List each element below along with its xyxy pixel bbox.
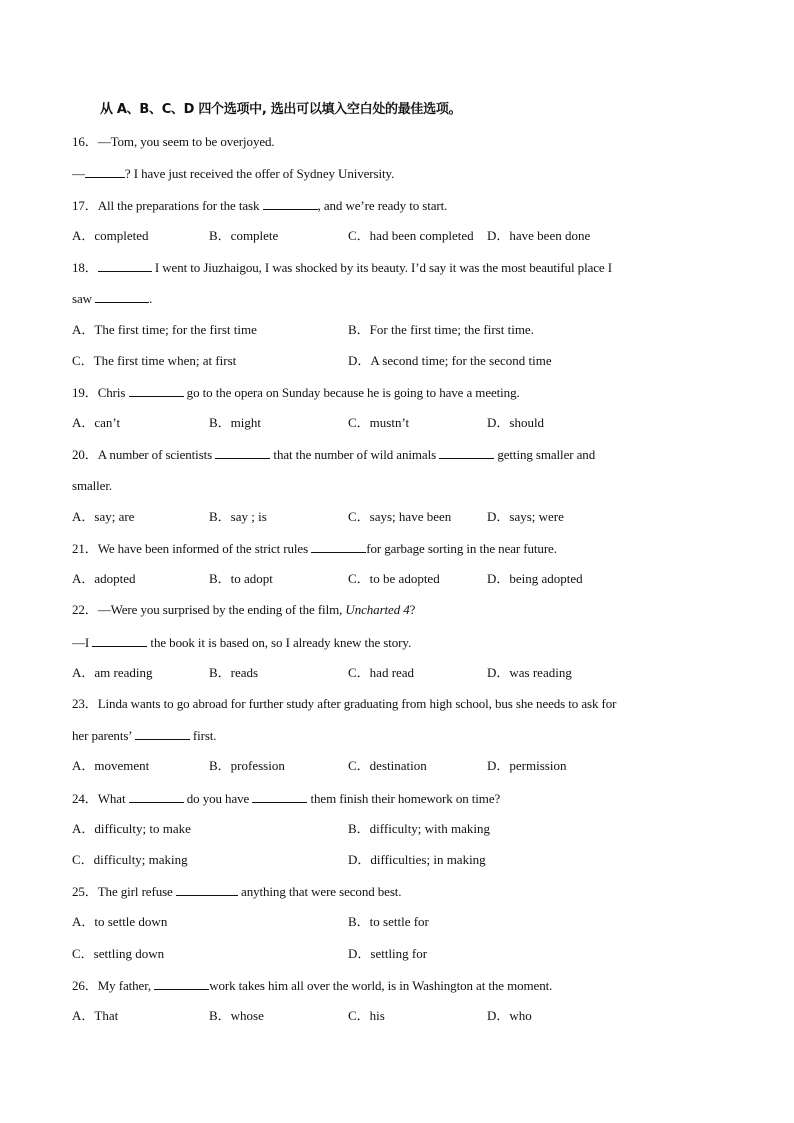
- answer-blank: [135, 727, 190, 740]
- q22-option-b: B．reads: [209, 665, 259, 680]
- q25-option-a: A．to settle down: [72, 914, 168, 929]
- answer-blank: [215, 446, 270, 459]
- q22-text-post: ?: [409, 602, 416, 617]
- q22-option-a: A．am reading: [72, 665, 153, 680]
- q16-reply-prefix: —: [72, 166, 85, 181]
- q18-text-pre: 18．: [72, 260, 98, 275]
- q20-text-pre: 20．A number of scientists: [72, 447, 216, 462]
- q23-option-c: C．destination: [348, 758, 427, 773]
- q16-reply-text: ? I have just received the offer of Sydney University.: [124, 166, 395, 181]
- question-16-stem: 16．—Tom, you seem to be overjoyed.: [72, 134, 275, 149]
- question-19-stem: [72, 384, 520, 401]
- question-18-stem-cont: [72, 290, 152, 307]
- q20-option-c: C．says; have been: [348, 509, 452, 524]
- q23-option-a: A．movement: [72, 758, 150, 773]
- q20-text-mid: that the number of wild animals: [270, 447, 440, 462]
- q18-option-a: A．The first time; for the first time: [72, 322, 257, 337]
- q25-option-b: B．to settle for: [348, 914, 429, 929]
- question-23-stem: 23．Linda wants to go abroad for further study after graduating from high school, bus she needs to ask for: [72, 696, 617, 711]
- q26-option-c: C．his: [348, 1008, 385, 1023]
- q18-option-b: B．For the first time; the first time.: [348, 322, 534, 337]
- answer-blank: [85, 165, 125, 178]
- answer-blank: [129, 384, 184, 397]
- question-18-stem: [72, 259, 612, 276]
- q21-option-d: D．being adopted: [487, 571, 583, 586]
- q18-line2-post: .: [149, 291, 153, 306]
- answer-blank: [98, 259, 152, 272]
- q23-line2-pre: her parents’: [72, 728, 135, 743]
- q17-text-post: , and we’re ready to start.: [317, 198, 448, 213]
- q20-option-a: A．say; are: [72, 509, 135, 524]
- q26-text-post: work takes him all over the world, is in Washington at the moment.: [209, 978, 553, 993]
- q18-option-d: D．A second time; for the second time: [348, 353, 552, 368]
- section-instruction: 从 A、B、C、D 四个选项中, 选出可以填入空白处的最佳选项。: [100, 102, 462, 117]
- answer-blank: [95, 290, 149, 303]
- q25-text-pre: 25．The girl refuse: [72, 884, 176, 899]
- q24-text-post: them finish their homework on time?: [307, 791, 501, 806]
- q18-line2-pre: saw: [72, 291, 96, 306]
- q19-option-d: D．should: [487, 415, 545, 430]
- question-22-stem: [72, 602, 415, 618]
- answer-blank: [176, 883, 238, 896]
- answer-blank: [439, 446, 494, 459]
- q21-option-b: B．to adopt: [209, 571, 273, 586]
- answer-blank: [154, 977, 209, 990]
- question-22-reply: [72, 634, 411, 651]
- q25-option-c: C．settling down: [72, 946, 165, 961]
- answer-blank: [311, 540, 366, 553]
- question-16-reply: [72, 165, 394, 182]
- q23-option-d: D．permission: [487, 758, 567, 773]
- answer-blank: [252, 790, 307, 803]
- q22-text-pre: 22．—Were you surprised by the ending of the film,: [72, 602, 346, 617]
- q22-reply-post: the book it is based on, so I already knew the story.: [147, 635, 412, 650]
- q25-text-post: anything that were second best.: [237, 884, 402, 899]
- q19-text-post: go to the opera on Sunday because he is going to have a meeting.: [183, 385, 520, 400]
- q24-option-b: B．difficulty; with making: [348, 821, 491, 836]
- q17-text-pre: 17．All the preparations for the task: [72, 198, 263, 213]
- q22-reply-pre: —I: [72, 635, 93, 650]
- q17-option-b: B．complete: [209, 228, 279, 243]
- question-26-stem: [72, 977, 552, 994]
- q20-option-b: B．say ; is: [209, 509, 267, 524]
- q20-option-d: D．says; were: [487, 509, 564, 524]
- q25-option-d: D．settling for: [348, 946, 428, 961]
- q26-text-pre: 26．My father,: [72, 978, 155, 993]
- answer-blank: [92, 634, 147, 647]
- q17-option-d: D．have been done: [487, 228, 591, 243]
- q21-text-post: for garbage sorting in the near future.: [366, 541, 557, 556]
- q17-option-a: A．completed: [72, 228, 149, 243]
- q21-option-c: C．to be adopted: [348, 571, 440, 586]
- q24-text-pre: 24．What: [72, 791, 129, 806]
- q22-option-c: C．had read: [348, 665, 415, 680]
- q18-option-c: C．The first time when; at first: [72, 353, 237, 368]
- q23-line2-post: first.: [189, 728, 217, 743]
- answer-blank: [263, 197, 318, 210]
- q26-option-b: B．whose: [209, 1008, 264, 1023]
- q21-text-pre: 21．We have been informed of the strict rules: [72, 541, 312, 556]
- q24-option-c: C．difficulty; making: [72, 852, 188, 867]
- q23-option-b: B．profession: [209, 758, 285, 773]
- q19-option-a: A．can’t: [72, 415, 121, 430]
- film-title: Uncharted 4: [345, 602, 410, 617]
- question-25-stem: [72, 883, 401, 900]
- q19-option-b: B．might: [209, 415, 262, 430]
- q17-option-c: C．had been completed: [348, 228, 474, 243]
- q24-option-a: A．difficulty; to make: [72, 821, 191, 836]
- q24-option-d: D．difficulties; in making: [348, 852, 486, 867]
- question-21-stem: [72, 540, 557, 557]
- q19-text-pre: 19．Chris: [72, 385, 129, 400]
- q24-text-mid: do you have: [183, 791, 253, 806]
- question-24-stem: [72, 790, 500, 807]
- q26-option-d: D．who: [487, 1008, 532, 1023]
- q19-option-c: C．mustn’t: [348, 415, 410, 430]
- question-20-stem: [72, 446, 595, 463]
- question-17-stem: [72, 197, 447, 214]
- q26-option-a: A．That: [72, 1008, 119, 1023]
- answer-blank: [129, 790, 184, 803]
- question-20-stem-cont: smaller.: [72, 478, 112, 493]
- question-23-stem-cont: [72, 727, 216, 744]
- q18-text-mid: I went to Jiuzhaigou, I was shocked by its beauty. I’d say it was the most beautiful place I: [151, 260, 612, 275]
- q20-text-post: getting smaller and: [494, 447, 596, 462]
- q21-option-a: A．adopted: [72, 571, 136, 586]
- q22-option-d: D．was reading: [487, 665, 572, 680]
